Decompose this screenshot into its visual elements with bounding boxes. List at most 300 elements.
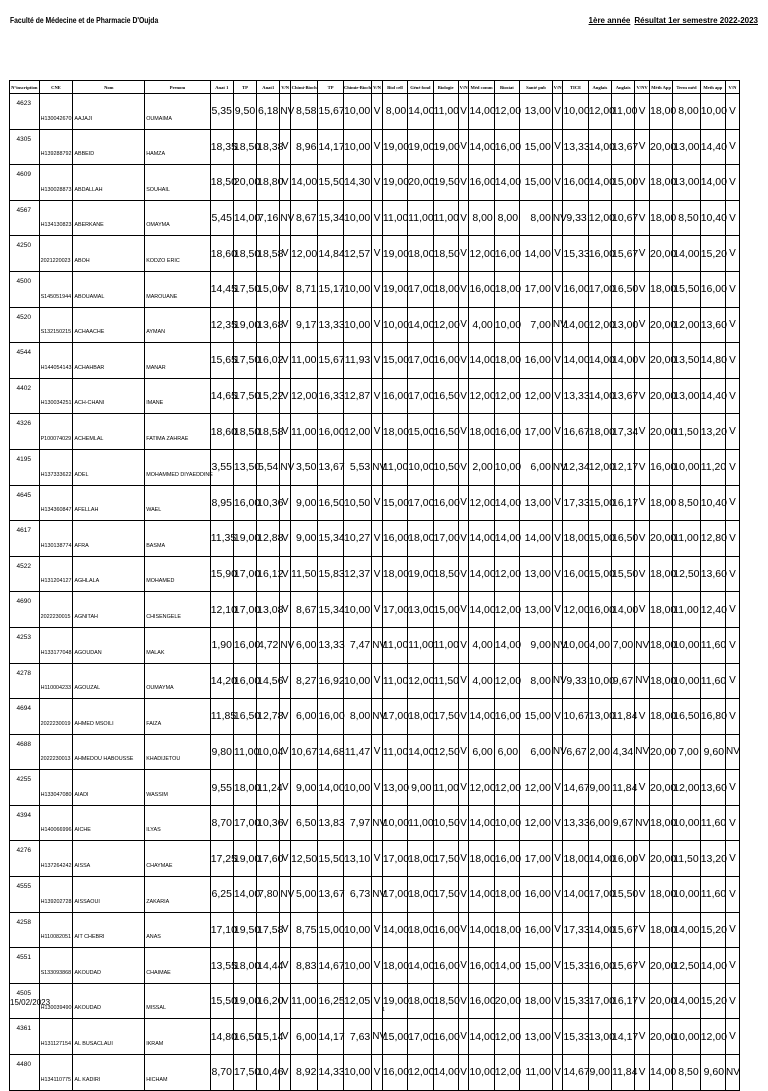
table-cell: 19,00 [408,129,433,165]
table-cell: 10,00 [673,1019,700,1055]
table-cell: 19,00 [382,165,407,201]
table-cell: H133177048 [39,627,73,663]
table-cell: 16,00 [382,521,407,557]
table-cell: 12,00 [494,770,519,806]
table-cell: AFRA [73,521,145,557]
table-cell: NV [280,877,291,913]
table-cell: 18,60 [210,414,233,450]
table-cell: 14,00 [469,805,494,841]
table-cell: 2,00 [469,449,494,485]
table-cell: 15,00 [382,343,407,379]
table-cell: 11,47 [343,734,372,770]
table-cell: NV [372,449,383,485]
table-cell: 4480 [10,1055,40,1091]
table-cell: 16,00 [494,841,519,877]
table-cell: 9,80 [210,734,233,770]
table-cell: 14,00 [563,307,588,343]
table-cell: 16,00 [563,271,588,307]
table-cell: 14,00 [469,592,494,628]
table-cell: 9,00 [588,1055,611,1091]
table-cell: 14,00 [563,343,588,379]
table-cell: V [552,165,563,201]
table-cell: MALAK [145,627,210,663]
table-cell: 13,00 [382,770,407,806]
table-cell: MOHAMMED DIYAEDDINE [145,449,210,485]
table-cell: 18,50 [233,236,256,272]
table-cell: V [552,841,563,877]
column-header: Santé pub [520,81,553,94]
table-cell: 18,00 [494,271,519,307]
table-cell: 17,00 [588,271,611,307]
table-cell: 4326 [10,414,40,450]
table-cell: 19,00 [233,521,256,557]
table-cell: 20,00 [494,983,519,1019]
table-cell: V [726,699,740,735]
table-cell: 14,00 [469,877,494,913]
table-cell: ABERKANE [73,200,145,236]
table-cell: 16,00 [433,912,458,948]
table-cell: 14,17 [318,1019,343,1055]
table-cell: OUMAYMA [145,663,210,699]
table-cell: 15,00 [382,1019,407,1055]
table-cell: 2022230013 [39,734,73,770]
table-cell: 15,67 [611,948,634,984]
table-cell: AYMAN [145,307,210,343]
table-cell: V [635,699,650,735]
table-cell: 15,50 [318,841,343,877]
table-cell: 18,00 [588,414,611,450]
table-cell: 15,34 [318,592,343,628]
column-header: Chimie-Bioch [343,81,372,94]
table-cell: V [635,485,650,521]
table-cell: NV [280,627,291,663]
table-cell: 18,00 [563,841,588,877]
table-cell: 4694 [10,699,40,735]
table-cell: 11,00 [382,627,407,663]
table-cell: 14,00 [673,983,700,1019]
table-cell: V [280,663,291,699]
table-cell: V [726,343,740,379]
table-cell: 13,83 [318,805,343,841]
table-cell: 16,00 [588,592,611,628]
table-cell: 20,00 [650,343,673,379]
table-cell: NV [635,734,650,770]
table-cell: 19,50 [433,165,458,201]
table-cell: V [372,912,383,948]
table-cell: 9,67 [611,663,634,699]
table-cell: V [635,271,650,307]
table-body [10,94,740,1091]
table-cell: 14,00 [233,200,256,236]
table-cell: 11,85 [210,699,233,735]
table-cell: 16,50 [233,1019,256,1055]
table-cell: 17,00 [233,805,256,841]
table-cell: 8,70 [210,805,233,841]
column-header: V/NV [635,81,650,94]
table-cell: V [458,805,469,841]
table-row [10,592,740,628]
table-cell: 4555 [10,877,40,913]
table-cell: 15,00 [588,556,611,592]
table-cell: V [280,271,291,307]
table-cell: 11,50 [673,841,700,877]
page-number: 1 [382,1007,385,1013]
table-cell: V [280,236,291,272]
table-cell: 14,00 [650,1055,673,1091]
table-cell: 14,00 [520,236,553,272]
table-cell: 16,00 [494,129,519,165]
table-cell: 8,00 [520,663,553,699]
column-header: Méd comm [469,81,494,94]
table-cell: 20,00 [650,236,673,272]
table-row [10,200,740,236]
table-cell: 18,00 [650,805,673,841]
table-cell: 15,00 [382,485,407,521]
table-header [10,81,740,94]
table-cell: V [458,414,469,450]
table-cell: H134360847 [39,485,73,521]
table-cell: FATIMA ZAHRAE [145,414,210,450]
table-cell: 10,00 [343,770,372,806]
table-cell: 17,33 [563,485,588,521]
column-header: Anglais [588,81,611,94]
table-cell: 4623 [10,94,40,130]
table-cell: 6,00 [588,805,611,841]
table-cell: 14,00 [382,912,407,948]
table-cell: S132150215 [39,307,73,343]
table-cell: 15,34 [318,521,343,557]
table-cell: 10,00 [563,627,588,663]
table-cell: 12,00 [408,663,433,699]
table-cell: V [552,129,563,165]
result-label: Résultat 1er semestre 2022-2023 [634,16,758,25]
table-cell: OMAYMA [145,200,210,236]
table-cell: V [635,414,650,450]
table-cell: NV [552,734,563,770]
table-cell: 2022230019 [39,699,73,735]
table-cell: 11,00 [408,805,433,841]
table-cell: 16,50 [611,521,634,557]
table-cell: 10,00 [343,271,372,307]
table-cell: H130034251 [39,378,73,414]
table-cell: V [280,129,291,165]
table-cell: 14,44 [257,948,280,984]
table-cell: 20,00 [650,841,673,877]
table-cell: 4255 [10,770,40,806]
table-cell: V [726,200,740,236]
table-cell: 12,00 [343,414,372,450]
table-cell: 12,50 [290,841,317,877]
table-cell: 12,05 [343,983,372,1019]
table-cell: 17,00 [408,1019,433,1055]
table-cell: 13,33 [563,378,588,414]
table-cell: 14,45 [210,271,233,307]
table-cell: 4361 [10,1019,40,1055]
table-cell: AGHLALA [73,556,145,592]
table-cell: 12,00 [520,805,553,841]
table-cell: 10,40 [700,200,725,236]
table-cell: 18,00 [494,912,519,948]
table-cell: 8,92 [290,1055,317,1091]
table-cell: V [635,912,650,948]
table-cell: AIT CHEBRI [73,912,145,948]
table-cell: 10,00 [469,1055,494,1091]
table-cell: V [372,734,383,770]
table-cell: 17,00 [408,271,433,307]
table-cell: 20,00 [650,983,673,1019]
table-cell: 6,18 [257,94,280,130]
table-cell: V [458,734,469,770]
table-cell: 13,00 [520,1019,553,1055]
table-cell: 10,00 [343,94,372,130]
table-cell: 15,00 [433,592,458,628]
table-cell: ABOUAMAL [73,271,145,307]
table-cell: 15,50 [611,556,634,592]
table-cell: 14,00 [469,94,494,130]
table-cell: 11,00 [408,200,433,236]
table-row [10,770,740,806]
table-cell: V [635,343,650,379]
table-cell: V [726,805,740,841]
table-cell: 13,33 [563,129,588,165]
table-cell: ANAS [145,912,210,948]
table-cell: 14,00 [469,343,494,379]
table-cell: 13,00 [673,129,700,165]
table-row [10,378,740,414]
table-cell: V [635,165,650,201]
table-cell: 16,00 [233,627,256,663]
table-cell: V [635,948,650,984]
table-cell: 8,00 [343,699,372,735]
table-cell: V [552,770,563,806]
table-cell: 11,50 [433,663,458,699]
table-cell: 10,00 [343,1055,372,1091]
table-cell: V [458,165,469,201]
table-cell: 12,00 [588,307,611,343]
table-cell: 10,50 [433,805,458,841]
table-cell: V [458,378,469,414]
table-cell: 14,67 [563,1055,588,1091]
semester-result-title [585,16,758,25]
table-cell: V [372,378,383,414]
table-cell: 15,50 [611,877,634,913]
table-cell: 4305 [10,129,40,165]
table-cell: WAEL [145,485,210,521]
table-cell: V [280,841,291,877]
table-cell: 10,00 [494,449,519,485]
column-header: V/N [458,81,469,94]
table-cell: IMANE [145,378,210,414]
table-cell: H139202728 [39,877,73,913]
table-cell: 13,60 [700,770,725,806]
table-cell: V [372,948,383,984]
table-cell: 14,80 [210,1019,233,1055]
table-cell: 13,00 [520,94,553,130]
table-cell: V [280,912,291,948]
table-cell: 12,50 [673,948,700,984]
table-cell: V [280,699,291,735]
column-header: TP [318,81,343,94]
table-cell: 18,00 [650,94,673,130]
table-cell: V [635,521,650,557]
table-cell: AISSA [73,841,145,877]
table-cell: 16,80 [700,699,725,735]
table-cell: 15,67 [318,343,343,379]
table-cell: AL KADIRI [73,1055,145,1091]
table-cell: 11,35 [210,521,233,557]
table-cell: 7,00 [520,307,553,343]
table-cell: 18,00 [233,948,256,984]
table-cell: ILYAS [145,805,210,841]
table-cell: NV [552,663,563,699]
table-cell: 14,00 [611,592,634,628]
table-cell: 11,00 [433,770,458,806]
table-cell: 20,00 [650,770,673,806]
table-cell: 11,20 [700,449,725,485]
table-cell: V [458,200,469,236]
table-cell: V [280,556,291,592]
table-cell: 20,00 [650,948,673,984]
table-cell: 18,50 [433,983,458,1019]
table-cell: 9,67 [611,805,634,841]
table-cell: 11,00 [673,521,700,557]
table-cell: 18,00 [382,556,407,592]
table-cell: 11,00 [433,200,458,236]
table-cell: HAMZA [145,129,210,165]
table-cell: V [458,94,469,130]
table-cell: 11,00 [290,983,317,1019]
table-cell: NV [726,734,740,770]
table-cell: 18,50 [433,236,458,272]
table-cell: 14,00 [408,948,433,984]
table-cell: 14,00 [494,485,519,521]
table-cell: 4567 [10,200,40,236]
table-cell: AGNITAH [73,592,145,628]
table-cell: 16,00 [233,485,256,521]
table-cell: 18,00 [494,877,519,913]
table-cell: 18,00 [469,414,494,450]
table-cell: 14,00 [408,734,433,770]
table-cell: 12,87 [343,378,372,414]
table-cell: 11,00 [673,592,700,628]
table-cell: V [372,129,383,165]
table-cell: 11,60 [700,877,725,913]
table-cell: 16,33 [318,378,343,414]
table-cell: 4,00 [469,627,494,663]
table-cell: V [372,663,383,699]
table-cell: 14,00 [494,948,519,984]
table-cell: 8,75 [290,912,317,948]
table-cell: V [280,343,291,379]
table-cell: 10,00 [343,912,372,948]
table-cell: V [726,1019,740,1055]
table-cell: 16,20 [257,983,280,1019]
table-cell: 7,00 [611,627,634,663]
table-cell: V [458,521,469,557]
table-cell: 16,50 [433,378,458,414]
table-cell: V [635,129,650,165]
table-cell: 14,65 [210,378,233,414]
table-cell: 14,00 [469,1019,494,1055]
table-cell: 14,00 [588,378,611,414]
table-cell: 1,90 [210,627,233,663]
table-cell: 12,57 [343,236,372,272]
table-cell: 13,00 [520,485,553,521]
table-cell: 10,00 [382,307,407,343]
table-cell: 7,00 [673,734,700,770]
table-cell: 16,00 [469,271,494,307]
table-cell: NV [635,663,650,699]
table-cell: 15,33 [563,948,588,984]
table-cell: 4544 [10,343,40,379]
table-cell: 11,00 [382,449,407,485]
column-header: TICE [563,81,588,94]
table-cell: 4,72 [257,627,280,663]
table-cell: 15,50 [673,271,700,307]
table-cell: 14,00 [611,343,634,379]
table-cell: 17,50 [433,699,458,735]
table-cell: V [726,877,740,913]
table-cell: NV [552,627,563,663]
table-cell: V [372,343,383,379]
column-header: Biologie [433,81,458,94]
table-cell: V [458,699,469,735]
table-cell: ACHAACHE [73,307,145,343]
table-cell: 11,00 [408,627,433,663]
table-row [10,1019,740,1055]
table-cell: 18,00 [650,663,673,699]
table-cell: V [280,770,291,806]
table-cell: 5,35 [210,94,233,130]
table-cell: 16,00 [469,165,494,201]
table-cell: 7,80 [257,877,280,913]
table-cell: 12,50 [433,734,458,770]
table-cell: V [372,165,383,201]
table-cell: V [458,485,469,521]
table-cell: ACH-CHANI [73,378,145,414]
table-cell: V [726,307,740,343]
table-row [10,627,740,663]
table-cell: NV [552,307,563,343]
table-cell: 15,17 [318,271,343,307]
table-cell: 19,50 [233,912,256,948]
table-cell: 11,00 [433,627,458,663]
table-cell: 12,10 [210,592,233,628]
table-cell: 6,00 [290,1019,317,1055]
table-cell: AIADI [73,770,145,806]
table-cell: 4253 [10,627,40,663]
table-cell: 3,55 [210,449,233,485]
table-cell: 5,53 [343,449,372,485]
table-cell: 13,20 [700,414,725,450]
table-cell: 4278 [10,663,40,699]
table-cell: 15,00 [588,485,611,521]
table-cell: V [552,556,563,592]
table-cell: 4250 [10,236,40,272]
table-cell: 12,00 [469,236,494,272]
table-cell: 2022230015 [39,592,73,628]
table-cell: 10,00 [494,805,519,841]
table-cell: 15,34 [318,200,343,236]
table-cell: 16,00 [433,343,458,379]
table-cell: 11,50 [290,556,317,592]
table-cell: 12,00 [494,94,519,130]
table-cell: 8,50 [673,200,700,236]
table-cell: 12,00 [520,378,553,414]
table-row [10,734,740,770]
table-cell: 16,00 [700,271,725,307]
table-cell: 9,00 [588,770,611,806]
